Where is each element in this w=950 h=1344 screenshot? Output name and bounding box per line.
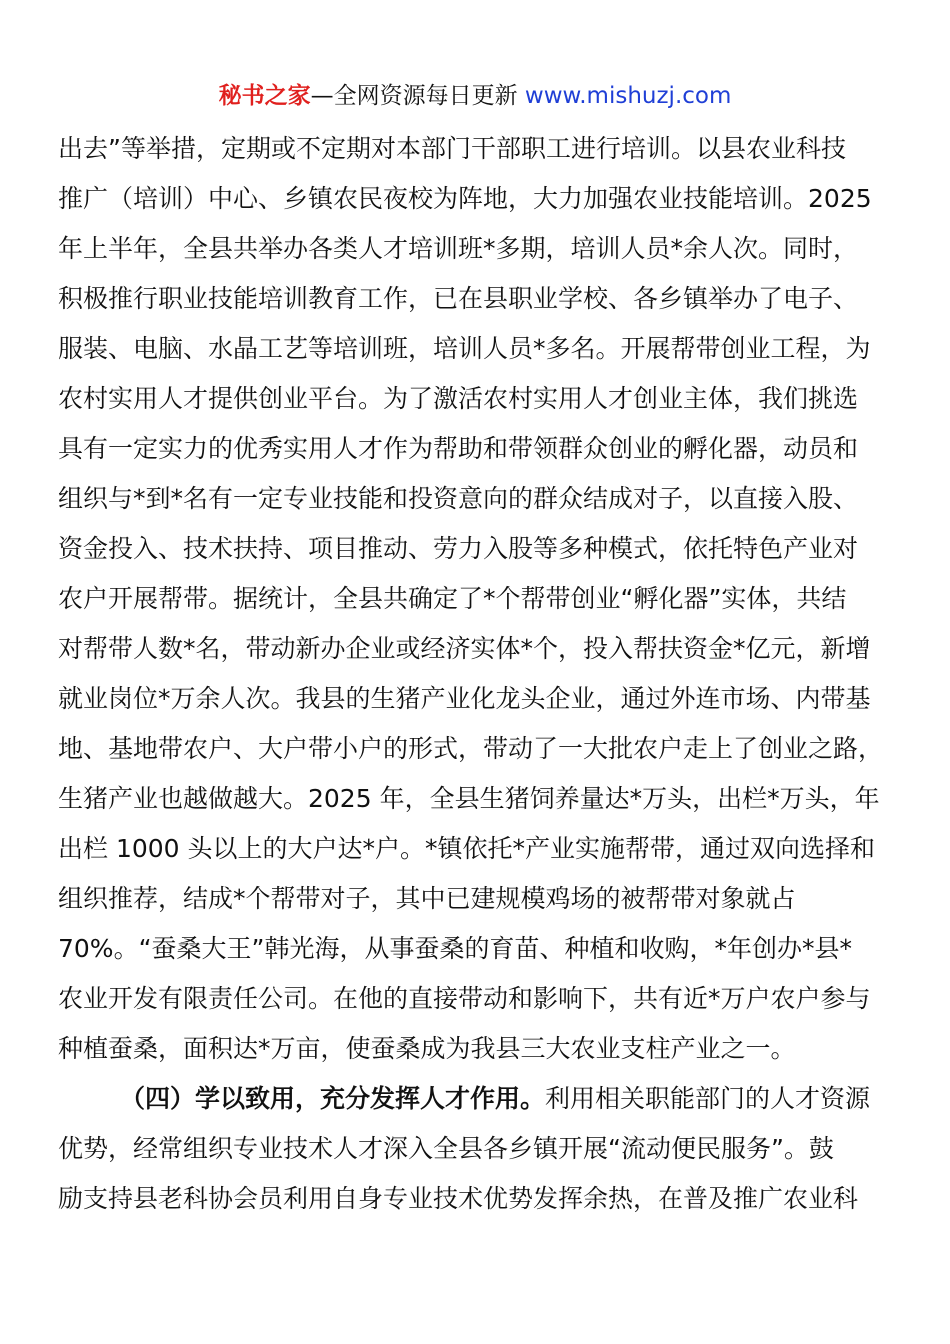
text-line: 组织推荐，结成*个帮带对子，其中已建规模鸡场的被帮带对象就占 bbox=[58, 884, 796, 913]
text-line: 组织与*到*名有一定专业技能和投资意向的群众结成对子，以直接入股、 bbox=[58, 484, 859, 513]
text-line: 优势，经常组织专业技术人才深入全县各乡镇开展“流动便民服务”。鼓 bbox=[58, 1134, 834, 1163]
document-body bbox=[58, 124, 893, 1224]
text-line: 具有一定实力的优秀实用人才作为帮助和带领群众创业的孵化器，动员和 bbox=[58, 434, 859, 463]
text-line: 出去”等举措，定期或不定期对本部门干部职工进行培训。以县农业科技 bbox=[58, 134, 846, 163]
text-line: 出栏 1000 头以上的大户达*户。*镇依托*产业实施帮带，通过双向选择和 bbox=[58, 834, 876, 863]
paragraph-2-first-line bbox=[58, 1074, 893, 1124]
section-heading: （四）学以致用，充分发挥人才作用。 bbox=[120, 1084, 546, 1113]
text-line: 农业开发有限责任公司。在他的直接带动和影响下，共有近*万户农户参与 bbox=[58, 984, 871, 1013]
paragraph-2 bbox=[58, 1074, 893, 1224]
text-line: 70%。“蚕桑大王”韩光海，从事蚕桑的育苗、种植和收购，*年创办*县* bbox=[58, 934, 852, 963]
text-line: 积极推行职业技能培训教育工作，已在县职业学校、各乡镇举办了电子、 bbox=[58, 284, 859, 313]
text-line: 服装、电脑、水晶工艺等培训班，培训人员*多名。开展帮带创业工程，为 bbox=[58, 334, 871, 363]
text-segment: 利用相关职能部门的人才资源 bbox=[545, 1084, 871, 1113]
text-line: 推广（培训）中心、乡镇农民夜校为阵地，大力加强农业技能培训。2025 bbox=[58, 184, 872, 213]
text-line: 农村实用人才提供创业平台。为了激活农村实用人才创业主体，我们挑选 bbox=[58, 384, 859, 413]
text-line: 地、基地带农户、大户带小户的形式，带动了一大批农户走上了创业之路， bbox=[58, 734, 884, 763]
paragraph-1 bbox=[58, 124, 893, 1074]
text-line: 就业岗位*万余人次。我县的生猪产业化龙头企业，通过外连市场、内带基 bbox=[58, 684, 871, 713]
site-brand: 秘书之家 bbox=[218, 83, 311, 109]
site-slogan: —全网资源每日更新 bbox=[310, 83, 525, 109]
site-header bbox=[0, 80, 950, 112]
text-line: 资金投入、技术扶持、项目推动、劳力入股等多种模式，依托特色产业对 bbox=[58, 534, 859, 563]
text-line: 农户开展帮带。据统计，全县共确定了*个帮带创业“孵化器”实体，共结 bbox=[58, 584, 847, 613]
site-url[interactable]: www.mishuzj.com bbox=[524, 83, 732, 109]
text-line: 励支持县老科协会员利用自身专业技术优势发挥余热，在普及推广农业科 bbox=[58, 1184, 859, 1213]
text-line: 年上半年，全县共举办各类人才培训班*多期，培训人员*余人次。同时， bbox=[58, 234, 859, 263]
text-line: 种植蚕桑，面积达*万亩，使蚕桑成为我县三大农业支柱产业之一。 bbox=[58, 1034, 796, 1063]
text-line: 对帮带人数*名，带动新办企业或经济实体*个，投入帮扶资金*亿元，新增 bbox=[58, 634, 871, 663]
text-line: 生猪产业也越做越大。2025 年，全县生猪饲养量达*万头，出栏*万头，年 bbox=[58, 784, 880, 813]
